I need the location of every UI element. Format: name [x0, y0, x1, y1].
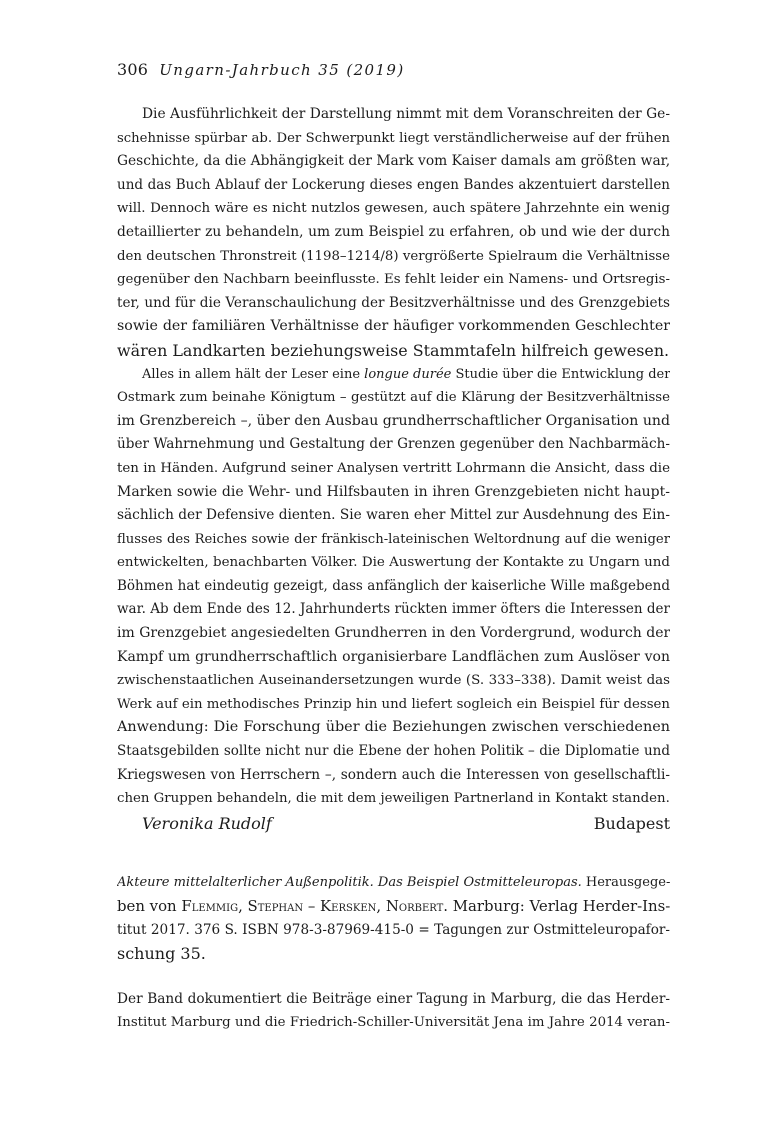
page-body [117, 103, 670, 1035]
text-line: Staatsgebilden sollte nicht nur die Ebene der hohen Politik – die Diplomatie und [117, 743, 670, 760]
review-paragraph-2 [117, 363, 670, 811]
text-line: ter, und für die Veranschaulichung der Besitzverhältnisse und des Grenzgebiets [117, 294, 670, 311]
editor-name: Flemmig, Stephan [181, 897, 304, 915]
text-line: zwischenstaatlichen Auseinandersetzungen wurde (S. 333–338). Damit weist das [117, 673, 670, 689]
text-run: Herausgege- [581, 875, 670, 891]
text-line: Ostmark zum beinahe Königtum – gestützt auf die Klärung der Besitzverhältnisse [117, 390, 670, 406]
text-line: Die Ausführlichkeit der Darstellung nimmt mit dem Voranschreiten der Ge- [142, 106, 670, 122]
reviewer-location: Budapest [593, 813, 670, 833]
text-line: flusses des Reiches sowie der fränkisch-lateinischen Weltordnung auf die weniger [117, 531, 670, 547]
editor-name: Kersken, Norbert [320, 897, 444, 915]
review-paragraph-3 [117, 988, 670, 1035]
text-line: im Grenzbereich –, über den Ausbau grundherrschaftlicher Organisation und [117, 412, 670, 429]
text-run: . Marburg: Verlag Herder-Ins- [443, 897, 670, 915]
text-line: ten in Händen. Aufgrund seiner Analysen vertritt Lohrmann die Ansicht, dass die [117, 460, 670, 476]
text-line: Institut Marburg und die Friedrich-Schiller-Universität Jena im Jahre 2014 veran- [117, 1015, 670, 1031]
text-line: Kampf um grundherrschaftlich organisierbare Landflächen zum Auslöser von [117, 648, 670, 665]
text-line: Kriegswesen von Herrschern –, sondern auch die Interessen von gesellschaftli- [117, 766, 670, 783]
review-signature [117, 812, 670, 836]
text-line: schung 35. [117, 944, 206, 964]
text-line: entwickelten, benachbarten Völker. Die Auswertung der Kontakte zu Ungarn und [117, 555, 670, 571]
text-line [117, 363, 670, 387]
text-line: Böhmen hat eindeutig gezeigt, dass anfänglich der kaiserliche Wille maßgebend [117, 577, 670, 594]
text-line: Marken sowie die Wehr- und Hilfsbauten in ihren Grenzgebieten nicht haupt- [117, 483, 670, 500]
text-line: Geschichte, da die Abhängigkeit der Mark vom Kaiser damals am größten war, [117, 153, 670, 170]
text-line: gegenüber den Nachbarn beeinflusste. Es fehlt leider ein Namens- und Ortsregis- [117, 272, 670, 288]
running-head [117, 60, 405, 80]
text-line: Der Band dokumentiert die Beiträge einer Tagung in Marburg, die das Herder- [117, 990, 670, 1007]
text-line: wären Landkarten beziehungsweise Stammtafeln hilfreich gewesen. [117, 340, 670, 360]
text-line: war. Ab dem Ende des 12. Jahrhunderts rückten immer öfters die Interessen der [117, 601, 670, 618]
text-line: sowie der familiären Verhältnisse der häufiger vorkommenden Geschlechter [117, 318, 670, 335]
text-line: über Wahrnehmung und Gestaltung der Grenzen gegenüber den Nachbarmäch- [117, 436, 670, 453]
reviewer-name: Veronika Rudolf [142, 813, 272, 833]
text-run: ben von [117, 897, 182, 915]
text-line: Werk auf ein methodisches Prinzip hin und liefert sogleich ein Beispiel für dessen [117, 696, 670, 712]
text-line: und das Buch Ablauf der Lockerung dieses engen Bandes akzentuiert darstellen [117, 176, 670, 193]
text-line: titut 2017. 376 S. ISBN 978-3-87969-415-0 = Tagungen zur Ostmitteleuropafor- [117, 921, 670, 938]
text-line: Anwendung: Die Forschung über die Beziehungen zwischen verschiedenen [117, 719, 670, 736]
text-run: Alles in allem hält der Leser eine [142, 366, 365, 382]
text-line: detaillierter zu behandeln, um zum Beispiel zu erfahren, ob und wie der durch [117, 223, 670, 240]
text-line [117, 871, 670, 895]
text-line: chen Gruppen behandeln, die mit dem jeweiligen Partnerland in Kontakt standen. [117, 791, 670, 807]
bibliographic-entry [117, 871, 670, 965]
text-line: schehnisse spürbar ab. Der Schwerpunkt liegt verständlicherweise auf der frühen [117, 130, 670, 146]
text-line: will. Dennoch wäre es nicht nutzlos gewesen, auch spätere Jahrzehnte ein wenig [117, 201, 670, 217]
text-line: im Grenzgebiet angesiedelten Grundherren in den Vordergrund, wodurch der [117, 625, 670, 642]
italic-term: longue durée [364, 366, 452, 382]
book-title: Akteure mittelalterlicher Außenpolitik. Das Beispiel Ostmitteleuropas. [117, 875, 582, 891]
review-paragraph-1 [117, 103, 670, 363]
text-line [117, 895, 670, 919]
page-number: 306 [117, 60, 149, 79]
text-line: den deutschen Thronstreit (1198–1214/8) vergrößerte Spielraum die Verhältnisse [117, 248, 670, 264]
journal-title: Ungarn-Jahrbuch 35 (2019) [159, 61, 405, 79]
text-line: sächlich der Defensive dienten. Sie waren eher Mittel zur Ausdehnung des Ein- [117, 507, 670, 524]
text-run: – [303, 897, 321, 915]
text-run: Studie über die Entwicklung der [451, 366, 670, 382]
